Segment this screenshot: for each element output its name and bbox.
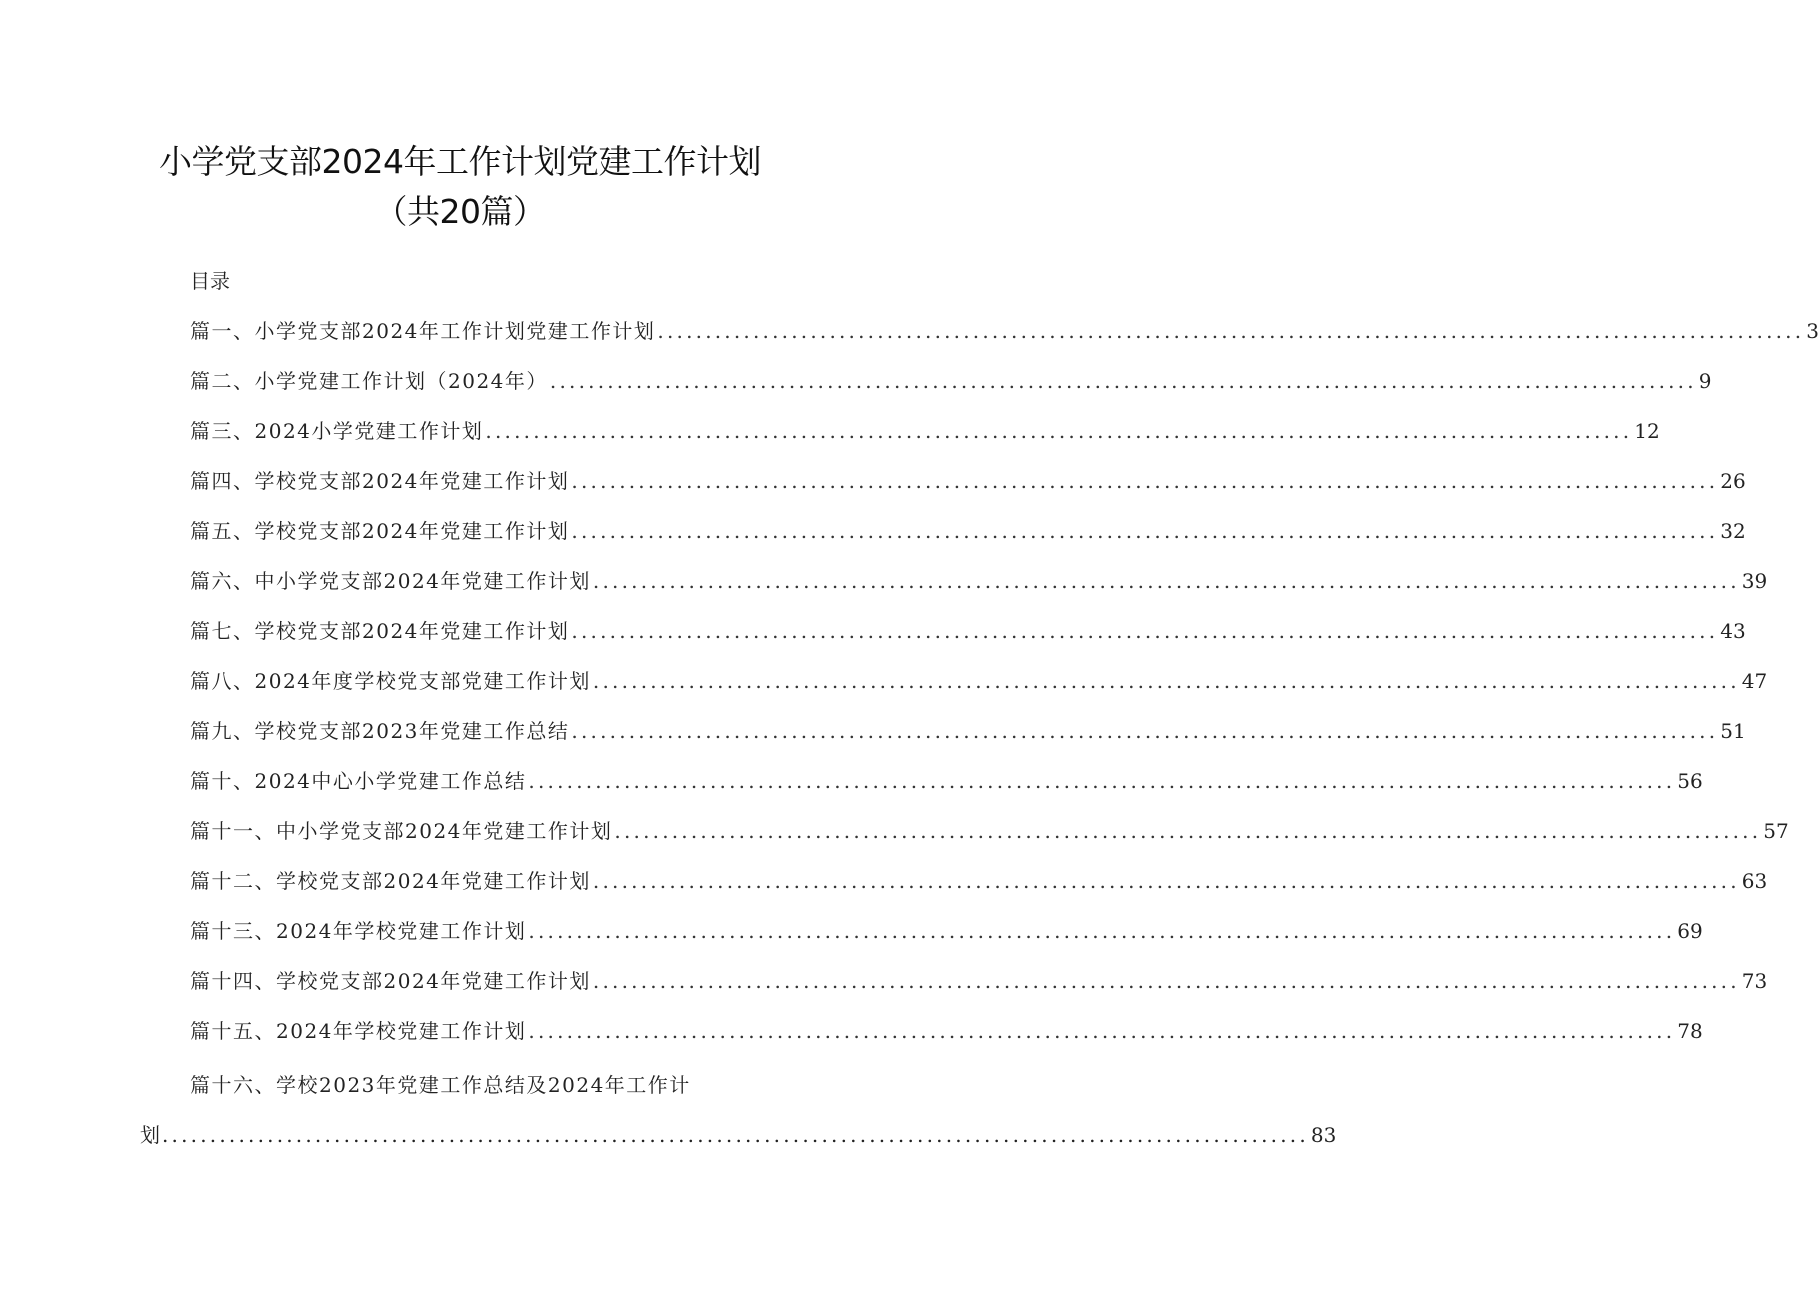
toc-entry-1[interactable]: [190, 315, 1819, 345]
toc-page-number: 9: [1698, 369, 1712, 393]
toc-entry-label: 篇十二、学校党支部2024年党建工作计划: [190, 869, 591, 893]
toc-leader-dots: ........................................................................................................................: [162, 1123, 1309, 1147]
toc-entry-6[interactable]: [190, 565, 1768, 595]
toc-entry-label: 篇七、学校党支部2024年党建工作计划: [190, 619, 570, 643]
toc-page-number: 47: [1741, 669, 1768, 693]
toc-entry-14[interactable]: [190, 965, 1768, 995]
toc-page-number: 63: [1741, 869, 1768, 893]
toc-page-number: 57: [1763, 819, 1789, 843]
toc-entry-label: 篇十一、中小学党支部2024年党建工作计划: [190, 819, 613, 843]
toc-heading: 目录: [190, 269, 230, 293]
toc-entry-label: 划: [140, 1123, 160, 1147]
toc-entry-label: 篇三、2024小学党建工作计划: [190, 419, 484, 443]
toc-entry-12[interactable]: [190, 865, 1768, 895]
toc-leader-dots: ........................................................................................................................: [571, 469, 1719, 493]
toc-page-number: 56: [1677, 769, 1703, 793]
toc-entry-13[interactable]: [190, 915, 1703, 945]
toc-page-number: 69: [1677, 919, 1703, 943]
toc-page-number: 12: [1634, 419, 1660, 443]
toc-entry-8[interactable]: [190, 665, 1768, 695]
toc-page-number: 73: [1741, 969, 1768, 993]
toc-entry-5[interactable]: [190, 515, 1746, 545]
toc-entry-16-line1[interactable]: 篇十六、学校2023年党建工作总结及2024年工作计: [190, 1073, 691, 1097]
toc-page-number: 83: [1310, 1123, 1337, 1147]
toc-leader-dots: ........................................................................................................................: [549, 369, 1697, 393]
toc-page-number: 78: [1677, 1019, 1703, 1043]
toc-entry-11[interactable]: [190, 815, 1789, 845]
toc-entry-label: 篇六、中小学党支部2024年党建工作计划: [190, 569, 591, 593]
toc-leader-dots: ........................................................................................................................: [485, 419, 1633, 443]
toc-leader-dots: ........................................................................................................................: [571, 519, 1719, 543]
toc-entry-label: 篇十、2024中心小学党建工作总结: [190, 769, 527, 793]
document-subtitle: （共20篇）: [374, 192, 546, 231]
toc-entry-label: 篇五、学校党支部2024年党建工作计划: [190, 519, 570, 543]
toc-entry-9[interactable]: [190, 715, 1746, 745]
toc-entry-15[interactable]: [190, 1015, 1703, 1045]
toc-leader-dots: ........................................................................................................................: [592, 869, 1740, 893]
toc-leader-dots: ........................................................................................................................: [592, 669, 1740, 693]
toc-entry-4[interactable]: [190, 465, 1746, 495]
toc-entry-label: 篇十五、2024年学校党建工作计划: [190, 1019, 527, 1043]
toc-leader-dots: ........................................................................................................................: [528, 1019, 1676, 1043]
toc-entry-16-line2[interactable]: [140, 1119, 1337, 1148]
toc-leader-dots: ........................................................................................................................: [571, 719, 1719, 743]
toc-entry-label: 篇一、小学党支部2024年工作计划党建工作计划: [190, 319, 656, 343]
toc-leader-dots: ........................................................................................................................: [528, 769, 1676, 793]
toc-entry-label: 篇九、学校党支部2023年党建工作总结: [190, 719, 570, 743]
toc-page-number: 43: [1720, 619, 1746, 643]
toc-leader-dots: ........................................................................................................................: [592, 969, 1740, 993]
toc-leader-dots: ........................................................................................................................: [571, 619, 1719, 643]
toc-entry-label: 篇十四、学校党支部2024年党建工作计划: [190, 969, 591, 993]
toc-entry-label: 篇十三、2024年学校党建工作计划: [190, 919, 527, 943]
toc-entry-7[interactable]: [190, 615, 1746, 645]
toc-page-number: 51: [1720, 719, 1746, 743]
toc-leader-dots: ........................................................................................................................: [592, 569, 1740, 593]
toc-leader-dots: ........................................................................................................................: [614, 819, 1762, 843]
document-title: 小学党支部2024年工作计划党建工作计划: [159, 142, 761, 181]
toc-page-number: 3: [1806, 319, 1819, 343]
toc-page-number: 39: [1741, 569, 1768, 593]
toc-entry-10[interactable]: [190, 765, 1703, 795]
toc-entry-label: 篇四、学校党支部2024年党建工作计划: [190, 469, 570, 493]
toc-entry-2[interactable]: [190, 365, 1712, 395]
toc-leader-dots: ........................................................................................................................: [657, 319, 1805, 343]
toc-entry-3[interactable]: [190, 415, 1660, 445]
toc-page-number: 26: [1720, 469, 1746, 493]
toc-entry-label: 篇八、2024年度学校党支部党建工作计划: [190, 669, 591, 693]
toc-leader-dots: ........................................................................................................................: [528, 919, 1676, 943]
toc-entry-label: 篇二、小学党建工作计划（2024年）: [190, 369, 548, 393]
toc-page-number: 32: [1720, 519, 1746, 543]
